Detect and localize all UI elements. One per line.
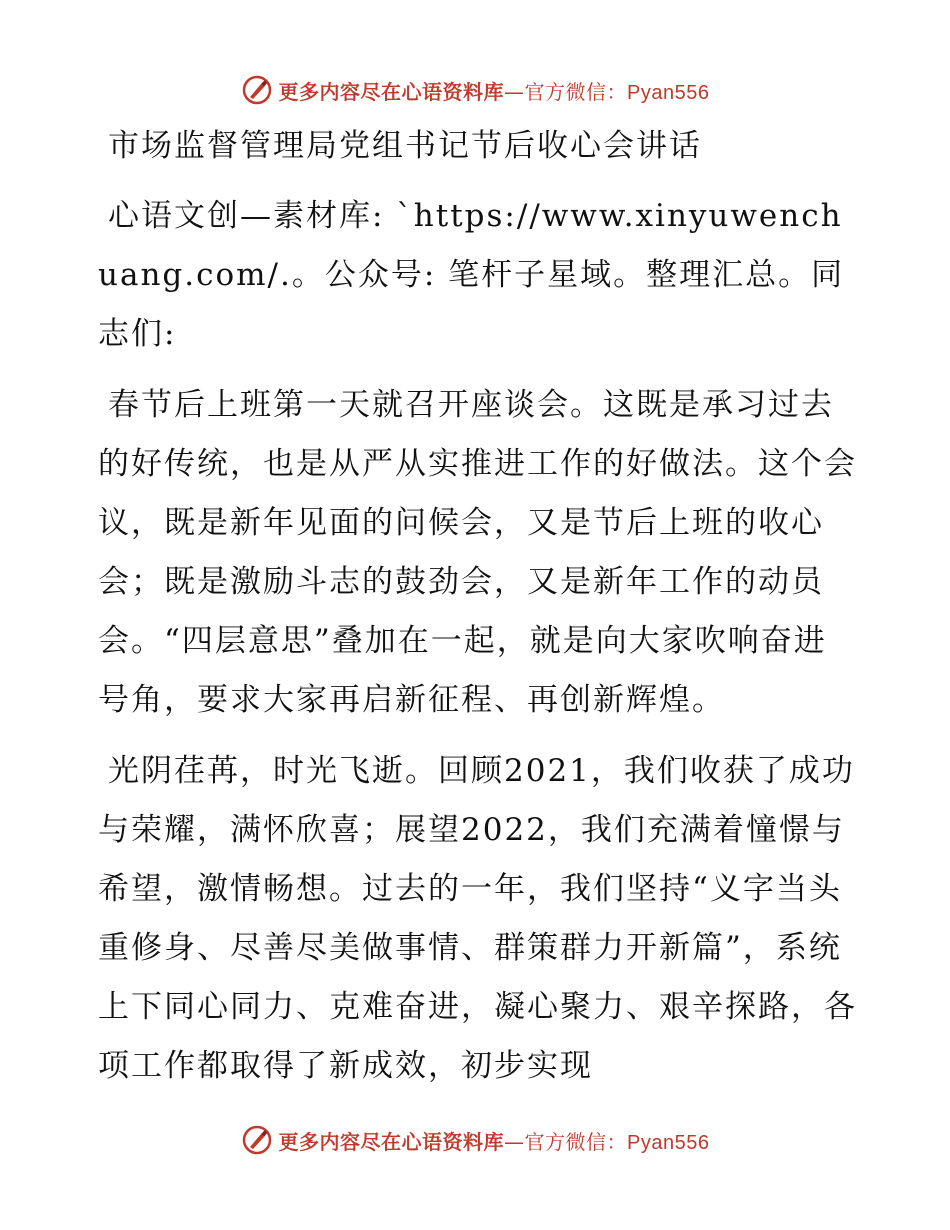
paragraph: 心语文创—素材库: `https://www.xinyuwenchuang.com/.。公众号: 笔杆子星域。整理汇总。同志们: xyxy=(98,198,845,352)
footer-watermark xyxy=(0,1120,950,1160)
paragraph: 春节后上班第一天就召开座谈会。这既是承习过去的好传统，也是从严从实推进工作的好做法。这个会议，既是新年见面的问候会，又是节后上班的收心会；既是激励斗志的鼓劲会，又是新年工作的动员会。“四层意思”叠加在一起，就是向大家吹响奋进号角，要求大家再启新征程、再创新辉煌。 xyxy=(98,387,857,718)
document-body xyxy=(98,125,858,1108)
pen-circle-logo-icon xyxy=(241,1124,273,1156)
pen-circle-logo-icon xyxy=(241,74,273,106)
watermark-text: 更多内容尽在心语资料库—官方微信：Pyan556 xyxy=(278,79,710,104)
document-title: 市场监督管理局党组书记节后收心会讲话 xyxy=(108,128,702,164)
header-watermark xyxy=(0,70,950,110)
paragraph: 光阴荏苒，时光飞逝。回顾2021，我们收获了成功与荣耀，满怀欣喜；展望2022，我们充满着憧憬与希望，激情畅想。过去的一年，我们坚持“义字当头重修身、尽善尽美做事情、群策群力开新篇”，系统上下同心同力、克难奋进，凝心聚力、艰辛探路，各项工作都取得了新成效，初步实现 xyxy=(98,753,857,1084)
watermark-text: 更多内容尽在心语资料库—官方微信：Pyan556 xyxy=(278,1129,710,1154)
